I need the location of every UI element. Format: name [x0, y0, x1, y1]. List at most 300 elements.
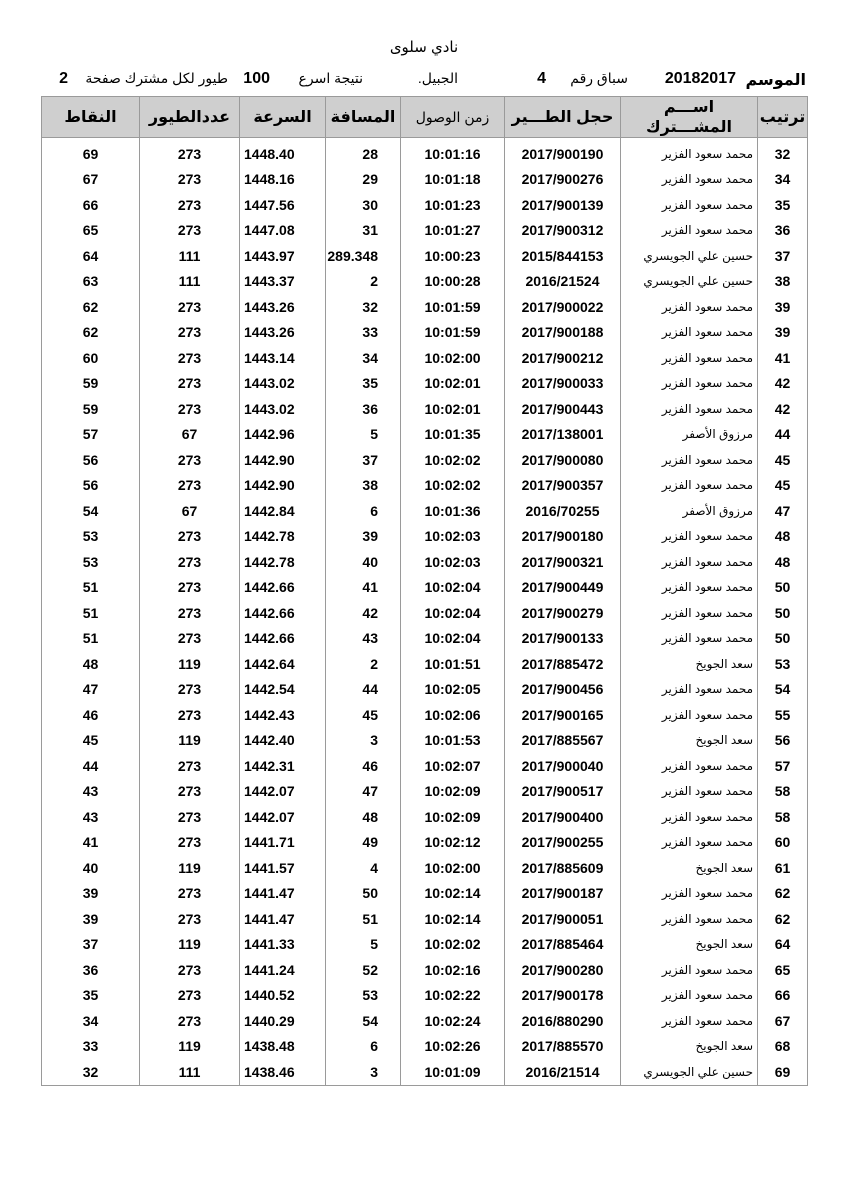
arrival-time-cell: 10:01:27 — [401, 218, 505, 244]
ring-number-cell: 2017/900080 — [505, 447, 621, 473]
rank-cell: 50 — [758, 600, 808, 626]
season-label: الموسم — [745, 72, 806, 89]
points-cell: 54 — [42, 498, 140, 524]
race-location: الجبيل. — [417, 70, 458, 86]
name-cell: محمد سعود الفزير — [621, 702, 758, 728]
rank-cell: 39 — [758, 320, 808, 346]
rank-cell: 62 — [758, 881, 808, 907]
bird-count-cell: 273 — [140, 524, 240, 550]
arrival-time-cell: 10:02:14 — [401, 881, 505, 907]
name-cell: محمد سعود الفزير — [621, 804, 758, 830]
ring-number-cell: 2017/900022 — [505, 294, 621, 320]
arrival-time-cell: 10:00:23 — [401, 243, 505, 269]
points-cell: 40 — [42, 855, 140, 881]
distance-cell: 6 — [326, 498, 401, 524]
arrival-time-cell: 10:02:02 — [401, 447, 505, 473]
arrival-time-cell: 10:02:14 — [401, 906, 505, 932]
name-cell: محمد سعود الفزير — [621, 983, 758, 1009]
speed-cell: 1442.84 — [240, 498, 326, 524]
points-cell: 32 — [42, 1059, 140, 1085]
distance-cell: 54 — [326, 1008, 401, 1034]
table-row — [42, 192, 808, 218]
rank-cell: 56 — [758, 728, 808, 754]
arrival-time-cell: 10:02:04 — [401, 600, 505, 626]
col-header-name: اســـم المشـــترك — [621, 97, 758, 138]
ring-number-cell: 2017/900187 — [505, 881, 621, 907]
speed-cell: 1440.29 — [240, 1008, 326, 1034]
speed-cell: 1441.33 — [240, 932, 326, 958]
bird-count-cell: 273 — [140, 626, 240, 652]
arrival-time-cell: 10:01:51 — [401, 651, 505, 677]
bird-count-cell: 119 — [140, 728, 240, 754]
distance-cell: 37 — [326, 447, 401, 473]
points-cell: 56 — [42, 473, 140, 499]
name-cell: محمد سعود الفزير — [621, 345, 758, 371]
speed-cell: 1442.66 — [240, 626, 326, 652]
arrival-time-cell: 10:02:04 — [401, 575, 505, 601]
table-row — [42, 804, 808, 830]
club-title: نادي سلوى — [389, 39, 459, 56]
ring-number-cell: 2017/900312 — [505, 218, 621, 244]
bird-count-cell: 119 — [140, 651, 240, 677]
points-cell: 35 — [42, 983, 140, 1009]
bird-count-cell: 67 — [140, 422, 240, 448]
arrival-time-cell: 10:01:23 — [401, 192, 505, 218]
arrival-time-cell: 10:02:01 — [401, 396, 505, 422]
speed-cell: 1447.08 — [240, 218, 326, 244]
arrival-time-cell: 10:02:26 — [401, 1034, 505, 1060]
points-cell: 34 — [42, 1008, 140, 1034]
table-row — [42, 753, 808, 779]
name-cell: محمد سعود الفزير — [621, 549, 758, 575]
season-value: 20182017 — [664, 70, 736, 87]
ring-number-cell: 2017/885570 — [505, 1034, 621, 1060]
page-label: طيور لكل مشترك صفحة — [85, 70, 228, 86]
ring-number-cell: 2017/900276 — [505, 167, 621, 193]
rank-cell: 34 — [758, 167, 808, 193]
table-header-row — [42, 97, 808, 138]
speed-cell: 1441.71 — [240, 830, 326, 856]
ring-number-cell: 2017/900255 — [505, 830, 621, 856]
arrival-time-cell: 10:02:03 — [401, 549, 505, 575]
bird-count-cell: 273 — [140, 677, 240, 703]
table-row — [42, 167, 808, 193]
col-header-arrival-time: زمن الوصول — [401, 97, 505, 138]
arrival-time-cell: 10:01:36 — [401, 498, 505, 524]
ring-number-cell: 2017/885464 — [505, 932, 621, 958]
distance-cell: 38 — [326, 473, 401, 499]
points-cell: 47 — [42, 677, 140, 703]
distance-cell: 36 — [326, 396, 401, 422]
col-header-speed: السرعة — [240, 97, 326, 138]
arrival-time-cell: 10:02:07 — [401, 753, 505, 779]
table-row — [42, 677, 808, 703]
distance-cell: 48 — [326, 804, 401, 830]
bird-count-cell: 273 — [140, 1008, 240, 1034]
table-row — [42, 651, 808, 677]
points-cell: 62 — [42, 320, 140, 346]
bird-count-cell: 273 — [140, 549, 240, 575]
points-cell: 69 — [42, 141, 140, 167]
rank-cell: 50 — [758, 626, 808, 652]
bird-count-cell: 273 — [140, 830, 240, 856]
table-row — [42, 932, 808, 958]
ring-number-cell: 2017/900139 — [505, 192, 621, 218]
speed-cell: 1441.57 — [240, 855, 326, 881]
ring-number-cell: 2017/900180 — [505, 524, 621, 550]
speed-cell: 1441.47 — [240, 881, 326, 907]
name-cell: حسين علي الجويسري — [621, 269, 758, 295]
points-cell: 57 — [42, 422, 140, 448]
rank-cell: 38 — [758, 269, 808, 295]
table-row — [42, 473, 808, 499]
table-row — [42, 269, 808, 295]
name-cell: محمد سعود الفزير — [621, 830, 758, 856]
bird-count-cell: 273 — [140, 957, 240, 983]
table-row — [42, 447, 808, 473]
points-cell: 59 — [42, 371, 140, 397]
bird-count-cell: 111 — [140, 243, 240, 269]
bird-count-cell: 273 — [140, 600, 240, 626]
distance-cell: 31 — [326, 218, 401, 244]
points-cell: 43 — [42, 779, 140, 805]
points-cell: 43 — [42, 804, 140, 830]
table-row — [42, 983, 808, 1009]
speed-cell: 1443.14 — [240, 345, 326, 371]
distance-cell: 47 — [326, 779, 401, 805]
speed-cell: 1443.26 — [240, 320, 326, 346]
rank-cell: 55 — [758, 702, 808, 728]
rank-cell: 48 — [758, 549, 808, 575]
table-row — [42, 830, 808, 856]
table-row — [42, 1008, 808, 1034]
name-cell: سعد الجويخ — [621, 728, 758, 754]
arrival-time-cell: 10:01:18 — [401, 167, 505, 193]
bird-count-cell: 273 — [140, 753, 240, 779]
distance-cell: 50 — [326, 881, 401, 907]
ring-number-cell: 2017/900449 — [505, 575, 621, 601]
speed-cell: 1442.90 — [240, 447, 326, 473]
bird-count-cell: 273 — [140, 218, 240, 244]
arrival-time-cell: 10:01:35 — [401, 422, 505, 448]
distance-cell: 40 — [326, 549, 401, 575]
ring-number-cell: 2017/900133 — [505, 626, 621, 652]
rank-cell: 39 — [758, 294, 808, 320]
distance-cell: 28 — [326, 141, 401, 167]
distance-cell: 43 — [326, 626, 401, 652]
arrival-time-cell: 10:02:00 — [401, 345, 505, 371]
rank-cell: 67 — [758, 1008, 808, 1034]
arrival-time-cell: 10:02:03 — [401, 524, 505, 550]
points-cell: 51 — [42, 600, 140, 626]
table-row — [42, 881, 808, 907]
name-cell: محمد سعود الفزير — [621, 294, 758, 320]
table-row — [42, 1034, 808, 1060]
arrival-time-cell: 10:00:28 — [401, 269, 505, 295]
bird-count-cell: 273 — [140, 575, 240, 601]
rank-cell: 44 — [758, 422, 808, 448]
distance-cell: 41 — [326, 575, 401, 601]
bird-count-cell: 273 — [140, 396, 240, 422]
rank-cell: 48 — [758, 524, 808, 550]
distance-cell: 29 — [326, 167, 401, 193]
points-cell: 39 — [42, 881, 140, 907]
points-cell: 39 — [42, 906, 140, 932]
bird-count-cell: 273 — [140, 804, 240, 830]
race-value: 4 — [537, 70, 546, 87]
table-row — [42, 626, 808, 652]
name-cell: محمد سعود الفزير — [621, 1008, 758, 1034]
speed-cell: 1443.97 — [240, 243, 326, 269]
points-cell: 44 — [42, 753, 140, 779]
name-cell: محمد سعود الفزير — [621, 447, 758, 473]
arrival-time-cell: 10:02:01 — [401, 371, 505, 397]
speed-cell: 1442.96 — [240, 422, 326, 448]
arrival-time-cell: 10:02:00 — [401, 855, 505, 881]
speed-cell: 1442.66 — [240, 600, 326, 626]
name-cell: سعد الجويخ — [621, 1034, 758, 1060]
distance-cell: 2 — [326, 269, 401, 295]
points-cell: 41 — [42, 830, 140, 856]
speed-cell: 1443.02 — [240, 396, 326, 422]
arrival-time-cell: 10:02:09 — [401, 804, 505, 830]
table-row — [42, 575, 808, 601]
ring-number-cell: 2017/900178 — [505, 983, 621, 1009]
rank-cell: 35 — [758, 192, 808, 218]
rank-cell: 57 — [758, 753, 808, 779]
points-cell: 46 — [42, 702, 140, 728]
speed-cell: 1442.78 — [240, 524, 326, 550]
ring-number-cell: 2017/900280 — [505, 957, 621, 983]
name-cell: محمد سعود الفزير — [621, 524, 758, 550]
arrival-time-cell: 10:02:05 — [401, 677, 505, 703]
arrival-time-cell: 10:02:02 — [401, 932, 505, 958]
distance-cell: 32 — [326, 294, 401, 320]
table-row — [42, 243, 808, 269]
points-cell: 37 — [42, 932, 140, 958]
name-cell: محمد سعود الفزير — [621, 218, 758, 244]
speed-cell: 1442.07 — [240, 804, 326, 830]
table-row — [42, 345, 808, 371]
rank-cell: 64 — [758, 932, 808, 958]
bird-count-cell: 273 — [140, 141, 240, 167]
table-row — [42, 320, 808, 346]
name-cell: محمد سعود الفزير — [621, 626, 758, 652]
bird-count-cell: 111 — [140, 1059, 240, 1085]
points-cell: 63 — [42, 269, 140, 295]
results-table — [41, 96, 808, 1086]
ring-number-cell: 2015/844153 — [505, 243, 621, 269]
bird-count-cell: 273 — [140, 983, 240, 1009]
ring-number-cell: 2017/900517 — [505, 779, 621, 805]
points-cell: 33 — [42, 1034, 140, 1060]
ring-number-cell: 2017/885609 — [505, 855, 621, 881]
points-cell: 60 — [42, 345, 140, 371]
ring-number-cell: 2017/900321 — [505, 549, 621, 575]
bird-count-cell: 119 — [140, 1034, 240, 1060]
bird-count-cell: 273 — [140, 294, 240, 320]
bird-count-cell: 111 — [140, 269, 240, 295]
name-cell: حسين علي الجويسري — [621, 243, 758, 269]
name-cell: محمد سعود الفزير — [621, 600, 758, 626]
rank-cell: 45 — [758, 447, 808, 473]
name-cell: محمد سعود الفزير — [621, 753, 758, 779]
speed-cell: 1442.66 — [240, 575, 326, 601]
name-cell: حسين علي الجويسري — [621, 1059, 758, 1085]
points-cell: 51 — [42, 575, 140, 601]
arrival-time-cell: 10:02:16 — [401, 957, 505, 983]
speed-cell: 1443.37 — [240, 269, 326, 295]
ring-number-cell: 2017/885567 — [505, 728, 621, 754]
points-cell: 53 — [42, 549, 140, 575]
bird-count-cell: 273 — [140, 906, 240, 932]
ring-number-cell: 2016/21514 — [505, 1059, 621, 1085]
rank-cell: 36 — [758, 218, 808, 244]
distance-cell: 52 — [326, 957, 401, 983]
rank-cell: 65 — [758, 957, 808, 983]
name-cell: سعد الجويخ — [621, 651, 758, 677]
name-cell: محمد سعود الفزير — [621, 320, 758, 346]
distance-cell: 3 — [326, 1059, 401, 1085]
points-cell: 66 — [42, 192, 140, 218]
distance-cell: 35 — [326, 371, 401, 397]
ring-number-cell: 2017/900212 — [505, 345, 621, 371]
rank-cell: 45 — [758, 473, 808, 499]
distance-cell: 30 — [326, 192, 401, 218]
points-cell: 64 — [42, 243, 140, 269]
speed-cell: 1443.02 — [240, 371, 326, 397]
rank-cell: 54 — [758, 677, 808, 703]
speed-cell: 1442.54 — [240, 677, 326, 703]
distance-cell: 46 — [326, 753, 401, 779]
col-header-points: النقاط — [42, 97, 140, 138]
bird-count-cell: 273 — [140, 779, 240, 805]
arrival-time-cell: 10:01:53 — [401, 728, 505, 754]
distance-cell: 5 — [326, 932, 401, 958]
table-row — [42, 600, 808, 626]
distance-cell: 39 — [326, 524, 401, 550]
points-cell: 59 — [42, 396, 140, 422]
distance-cell: 44 — [326, 677, 401, 703]
name-cell: سعد الجويخ — [621, 932, 758, 958]
table-row — [42, 702, 808, 728]
bird-count-cell: 273 — [140, 345, 240, 371]
name-cell: محمد سعود الفزير — [621, 473, 758, 499]
arrival-time-cell: 10:02:06 — [401, 702, 505, 728]
name-cell: مرزوق الأصفر — [621, 422, 758, 448]
col-header-distance: المسافة — [326, 97, 401, 138]
rank-cell: 53 — [758, 651, 808, 677]
arrival-time-cell: 10:01:59 — [401, 294, 505, 320]
table-row — [42, 549, 808, 575]
name-cell: محمد سعود الفزير — [621, 575, 758, 601]
arrival-time-cell: 10:02:24 — [401, 1008, 505, 1034]
ring-number-cell: 2017/900279 — [505, 600, 621, 626]
table-row — [42, 524, 808, 550]
speed-cell: 1442.78 — [240, 549, 326, 575]
ring-number-cell: 2017/900051 — [505, 906, 621, 932]
rank-cell: 32 — [758, 141, 808, 167]
ring-number-cell: 2017/900456 — [505, 677, 621, 703]
name-cell: محمد سعود الفزير — [621, 167, 758, 193]
rank-cell: 41 — [758, 345, 808, 371]
speed-cell: 1448.16 — [240, 167, 326, 193]
bird-count-cell: 273 — [140, 192, 240, 218]
speed-cell: 1442.40 — [240, 728, 326, 754]
ring-number-cell: 2017/900188 — [505, 320, 621, 346]
ring-number-cell: 2017/138001 — [505, 422, 621, 448]
points-cell: 56 — [42, 447, 140, 473]
ring-number-cell: 2017/900040 — [505, 753, 621, 779]
table-row — [42, 855, 808, 881]
bird-count-cell: 273 — [140, 371, 240, 397]
table-row — [42, 218, 808, 244]
distance-cell: 2 — [326, 651, 401, 677]
name-cell: سعد الجويخ — [621, 855, 758, 881]
speed-cell: 1440.52 — [240, 983, 326, 1009]
rank-cell: 61 — [758, 855, 808, 881]
speed-cell: 1438.46 — [240, 1059, 326, 1085]
distance-cell: 49 — [326, 830, 401, 856]
ring-number-cell: 2016/880290 — [505, 1008, 621, 1034]
table-row — [42, 294, 808, 320]
rank-cell: 58 — [758, 779, 808, 805]
ring-number-cell: 2017/900033 — [505, 371, 621, 397]
ring-number-cell: 2017/900443 — [505, 396, 621, 422]
ring-number-cell: 2016/21524 — [505, 269, 621, 295]
col-header-birds: عددالطيور — [140, 97, 240, 138]
ring-number-cell: 2017/885472 — [505, 651, 621, 677]
distance-cell: 34 — [326, 345, 401, 371]
speed-cell: 1441.24 — [240, 957, 326, 983]
rank-cell: 42 — [758, 371, 808, 397]
points-cell: 36 — [42, 957, 140, 983]
table-row — [42, 141, 808, 167]
rank-cell: 58 — [758, 804, 808, 830]
table-row — [42, 498, 808, 524]
bird-count-cell: 273 — [140, 473, 240, 499]
rank-cell: 68 — [758, 1034, 808, 1060]
table-row — [42, 1059, 808, 1085]
points-cell: 65 — [42, 218, 140, 244]
result-label: نتيجة اسرع — [298, 70, 363, 86]
table-row — [42, 906, 808, 932]
arrival-time-cell: 10:01:09 — [401, 1059, 505, 1085]
rank-cell: 37 — [758, 243, 808, 269]
rank-cell: 66 — [758, 983, 808, 1009]
table-row — [42, 422, 808, 448]
table-row — [42, 728, 808, 754]
col-header-rank: ترتيب — [758, 97, 808, 138]
bird-count-cell: 273 — [140, 320, 240, 346]
arrival-time-cell: 10:02:09 — [401, 779, 505, 805]
bird-count-cell: 273 — [140, 702, 240, 728]
table-row — [42, 396, 808, 422]
rank-cell: 62 — [758, 906, 808, 932]
speed-cell: 1441.47 — [240, 906, 326, 932]
bird-count-cell: 273 — [140, 167, 240, 193]
rank-cell: 60 — [758, 830, 808, 856]
distance-cell: 42 — [326, 600, 401, 626]
arrival-time-cell: 10:02:02 — [401, 473, 505, 499]
points-cell: 51 — [42, 626, 140, 652]
ring-number-cell: 2016/70255 — [505, 498, 621, 524]
points-cell: 67 — [42, 167, 140, 193]
distance-cell: 289.348 — [326, 243, 401, 269]
table-row — [42, 957, 808, 983]
arrival-time-cell: 10:02:04 — [401, 626, 505, 652]
col-header-ring: حجل الطـــير — [505, 97, 621, 138]
